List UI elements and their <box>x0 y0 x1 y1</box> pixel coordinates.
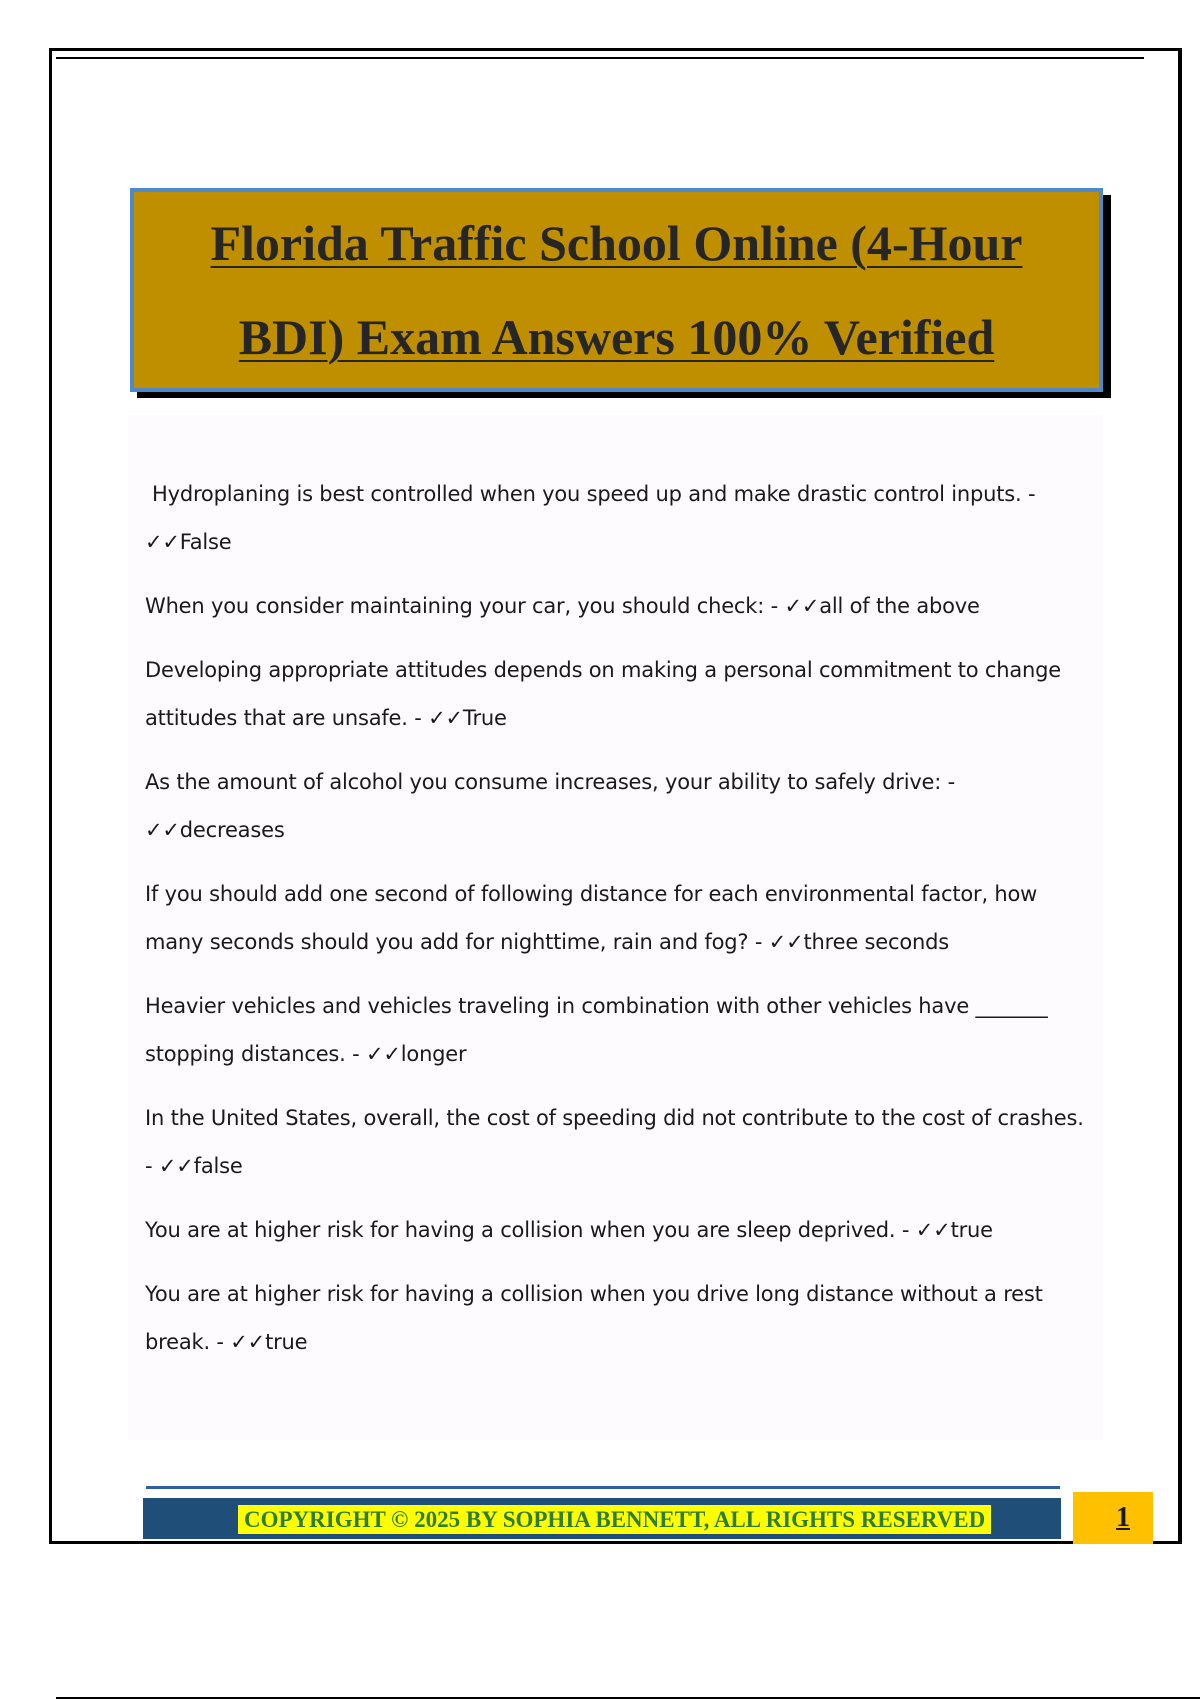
answer-text: true <box>265 1330 308 1354</box>
answer-text: False <box>179 530 232 554</box>
answer-text: true <box>950 1218 993 1242</box>
qa-item <box>145 1094 1085 1190</box>
check-icon: ✓✓ <box>230 1330 266 1354</box>
page-number: 1 <box>1116 1502 1130 1533</box>
separator: - <box>407 706 429 730</box>
title-line-2: BDI) Exam Answers 100% Verified <box>238 309 995 365</box>
check-icon: ✓✓ <box>784 594 820 618</box>
page-number-box <box>1073 1492 1153 1544</box>
qa-item <box>145 1206 1085 1254</box>
qa-list <box>145 470 1085 1382</box>
separator: - <box>209 1330 231 1354</box>
bottom-rule <box>56 1697 1200 1699</box>
separator: - <box>764 594 785 618</box>
check-icon: ✓✓ <box>158 1154 194 1178</box>
question-text: Heavier vehicles and vehicles traveling in combination with other vehicles have _______ stopping distances. <box>145 994 1048 1066</box>
top-rule <box>56 57 1144 59</box>
separator: - <box>345 1042 366 1066</box>
separator: - <box>748 930 769 954</box>
separator: - <box>145 1154 159 1178</box>
answer-text: decreases <box>179 818 285 842</box>
answer-text: True <box>462 706 507 730</box>
check-icon: ✓✓ <box>365 1042 401 1066</box>
question-text: If you should add one second of following distance for each environmental factor, how many seconds should you add for nighttime, rain and fog? <box>145 882 1038 954</box>
separator: - <box>895 1218 916 1242</box>
separator: - <box>1021 482 1036 506</box>
check-icon: ✓✓ <box>768 930 804 954</box>
answer-text: false <box>193 1154 243 1178</box>
check-icon: ✓✓ <box>145 530 180 554</box>
separator: - <box>941 770 956 794</box>
question-text: When you consider maintaining your car, you should check: <box>145 594 765 618</box>
qa-item <box>145 982 1085 1078</box>
qa-item <box>145 470 1085 566</box>
question-text: In the United States, overall, the cost of speeding did not contribute to the cost of crashes. <box>145 1106 1084 1130</box>
qa-item <box>145 870 1085 966</box>
title-banner <box>130 188 1103 392</box>
check-icon: ✓✓ <box>145 818 180 842</box>
qa-item <box>145 758 1085 854</box>
check-icon: ✓✓ <box>428 706 463 730</box>
question-text: You are at higher risk for having a collision when you are sleep deprived. <box>145 1218 896 1242</box>
qa-item <box>145 582 1085 630</box>
title-line-1: Florida Traffic School Online (4-Hour <box>210 215 1023 271</box>
qa-item <box>145 1270 1085 1366</box>
answer-text: three seconds <box>803 930 949 954</box>
question-text: Hydroplaning is best controlled when you speed up and make drastic control inputs. <box>152 482 1022 506</box>
answer-text: longer <box>400 1042 467 1066</box>
question-text: Developing appropriate attitudes depends on making a personal commitment to change attitudes that are unsafe. <box>145 658 1061 730</box>
qa-item <box>145 646 1085 742</box>
copyright-notice: COPYRIGHT © 2025 BY SOPHIA BENNETT, ALL RIGHTS RESERVED <box>238 1505 991 1534</box>
question-text: As the amount of alcohol you consume increases, your ability to safely drive: <box>145 770 942 794</box>
question-text: You are at higher risk for having a collision when you drive long distance without a rest break. <box>145 1282 1043 1354</box>
answer-text: all of the above <box>819 594 980 618</box>
footer-rule <box>146 1486 1060 1489</box>
check-icon: ✓✓ <box>915 1218 951 1242</box>
